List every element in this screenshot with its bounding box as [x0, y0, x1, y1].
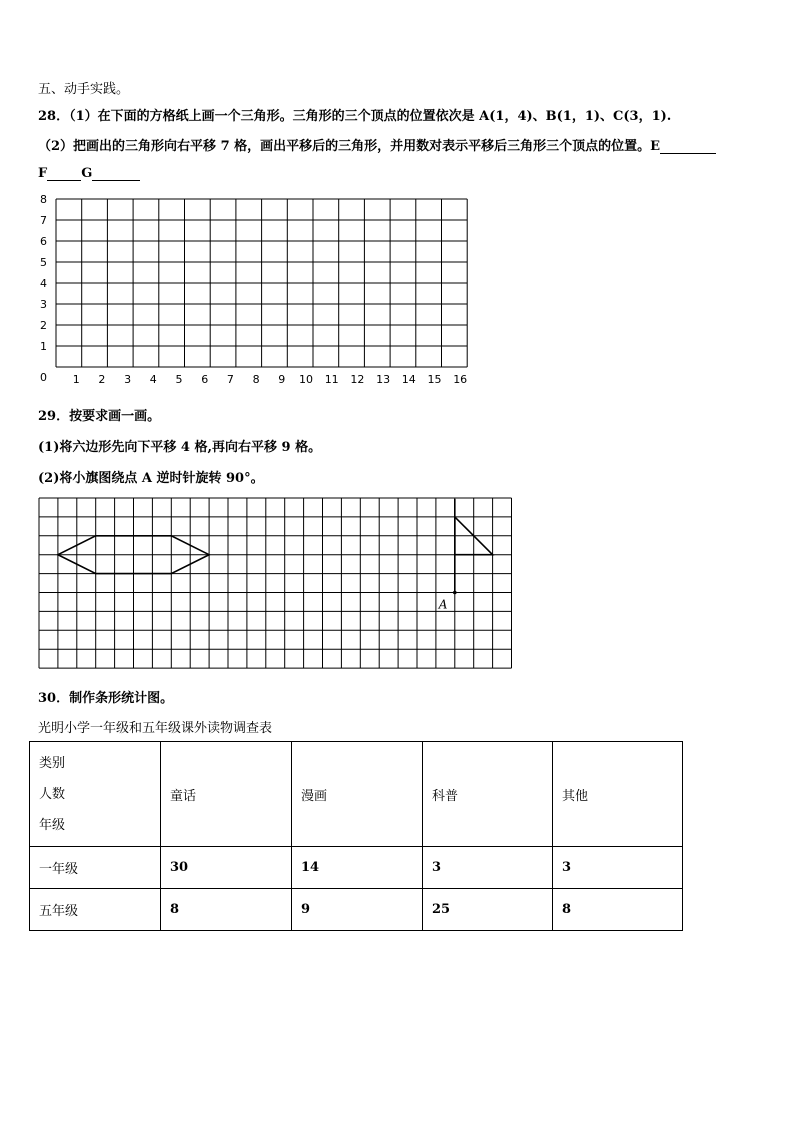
y-axis-label: 4 — [40, 277, 47, 290]
point-a-dot — [453, 591, 457, 595]
table-cell: 8 — [553, 889, 683, 931]
x-axis-label: 13 — [376, 373, 391, 386]
survey-table — [29, 741, 683, 931]
y-axis-label: 5 — [40, 256, 47, 269]
x-axis-label: 3 — [124, 373, 132, 386]
corner-label-grade: 年级 — [39, 817, 66, 833]
x-axis-label: 16 — [453, 373, 468, 386]
y-axis-label: 2 — [40, 319, 47, 332]
table-cell: 3 — [553, 847, 683, 889]
column-header-other: 其他 — [553, 742, 683, 847]
row-grade: 五年级 — [30, 889, 161, 931]
table-cell: 9 — [292, 889, 423, 931]
point-a-label: A — [438, 597, 448, 612]
x-axis-label: 4 — [149, 373, 157, 386]
y-axis-label: 1 — [40, 340, 47, 353]
table-row — [30, 889, 683, 931]
y-axis-label: 3 — [40, 298, 47, 311]
table-cell: 30 — [161, 847, 292, 889]
table-cell: 8 — [161, 889, 292, 931]
x-axis-label: 5 — [175, 373, 183, 386]
label-g: G — [81, 166, 93, 181]
label-f: F — [38, 166, 48, 181]
corner-label-count: 人数 — [39, 786, 66, 802]
x-axis-label: 9 — [278, 373, 286, 386]
row-grade: 一年级 — [30, 847, 161, 889]
x-axis-label: 10 — [299, 373, 313, 386]
x-axis-label: 7 — [226, 373, 234, 386]
table-cell: 25 — [423, 889, 553, 931]
column-header-comics: 漫画 — [292, 742, 423, 847]
x-axis-label: 6 — [201, 373, 209, 386]
q28-line2-text: （2）把画出的三角形向右平移 7 格，画出平移后的三角形，并用数对表示平移后三角形三个顶点的位置。E — [38, 139, 661, 154]
table-row — [30, 847, 683, 889]
q30-title: 30．制作条形统计图。 — [38, 691, 174, 706]
x-axis-label: 15 — [427, 373, 442, 386]
x-axis-label: 14 — [401, 373, 416, 386]
table-caption: 光明小学一年级和五年级课外读物调查表 — [38, 721, 273, 736]
x-axis-label: 8 — [252, 373, 260, 386]
corner-label-category: 类别 — [39, 755, 66, 771]
table-header-row — [30, 742, 683, 847]
y-axis-label: 0 — [40, 371, 47, 384]
q29-item1: (1)将六边形先向下平移 4 格,再向右平移 9 格。 — [38, 440, 322, 455]
q28-line1: 28．（1）在下面的方格纸上画一个三角形。三角形的三个顶点的位置依次是 A(1，4)、B(1，1)、C(3，1). — [38, 109, 672, 124]
column-header-fairy-tales: 童话 — [161, 742, 292, 847]
section-title: 五、动手实践。 — [38, 82, 130, 97]
column-header-science: 科普 — [423, 742, 553, 847]
y-axis-label: 7 — [40, 214, 47, 227]
x-axis-label: 2 — [98, 373, 106, 386]
table-cell: 3 — [423, 847, 553, 889]
x-axis-label: 1 — [72, 373, 80, 386]
table-cell: 14 — [292, 847, 423, 889]
q29-title: 29．按要求画一画。 — [38, 409, 161, 424]
x-axis-label: 12 — [350, 373, 365, 386]
y-axis-label: 6 — [40, 235, 47, 248]
x-axis-label: 11 — [324, 373, 339, 386]
header-corner-cell — [30, 742, 161, 847]
q29-item2: (2)将小旗图绕点 A 逆时针旋转 90°。 — [38, 471, 264, 486]
y-axis-label: 8 — [40, 193, 47, 206]
